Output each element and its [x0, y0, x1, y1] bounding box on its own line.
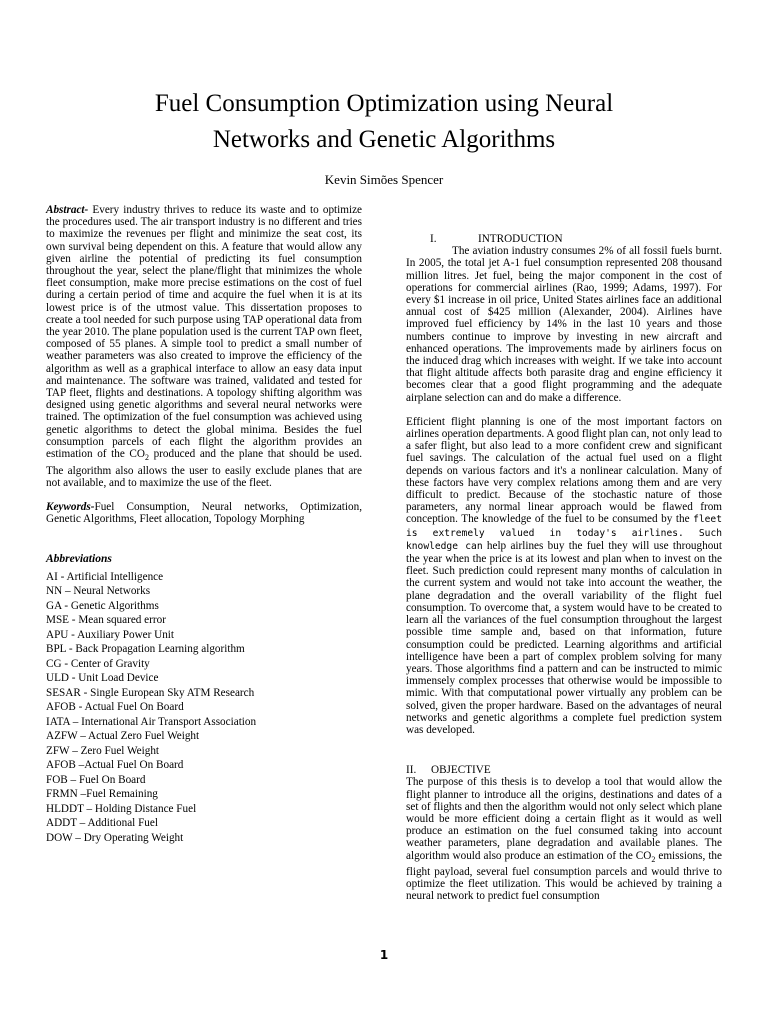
- abbreviations-heading: Abbreviations: [46, 553, 112, 566]
- abbreviation-item: APU - Auxiliary Power Unit: [46, 628, 175, 641]
- abbreviation-item: ULD - Unit Load Device: [46, 672, 159, 685]
- section-title: INTRODUCTION: [478, 233, 563, 245]
- abbreviation-item: DOW – Dry Operating Weight: [46, 831, 184, 844]
- abbreviation-item: ZFW – Zero Fuel Weight: [46, 744, 160, 757]
- objective-text-part-2: emissions, the flight payload, several fuel consumption parcels and would thrive to optimize the fleet utilization. This would be achieved by training a neural network to predict fuel consumption: [406, 849, 722, 903]
- intro-text-part-2: help airlines buy the fuel they will use throughout the year when the price is at its lowest and plan when to invest on the fleet. Such prediction could represent many months of calculation in the current system and would not take into account the weather, the plane degradation and the overall variability of the flight fuel consumption. To overcome that, a system would have to be created to learn all the variances of the fuel consumption throughout the largest possible time sample and, based on that information, future consumption could be predicted. Learning algorithms and artificial intelligence have been a part of complex problem solving for many years. Those algorithms find a pattern and can be instructed to mimic immensely complex processes that otherwise would be impossible to mimic. With that computational power virtually any problem can be solved, given the proper hardware. Based on the advantages of neural networks and genetic algorithms a complete fuel prediction system was developed.: [406, 539, 722, 736]
- section-title: OBJECTIVE: [431, 764, 491, 777]
- paper-title: [60, 86, 708, 158]
- abbreviation-item: SESAR - Single European Sky ATM Research: [46, 686, 255, 699]
- title-line-1: Fuel Consumption Optimization using Neural: [154, 90, 614, 117]
- abbreviation-item: AZFW – Actual Zero Fuel Weight: [46, 730, 200, 743]
- intro-text-part-1: Efficient flight planning is one of the most important factors on airlines operation departments. A good flight plan can, not only lead to a safer flight, but also lead to a more confident crew and significant fuel savings. The calculation of the actual fuel used on a flight depends on various factors and it's a nonlinear calculation. Many of these factors have very complex relations among them and are very difficult to predict. Because of the stochastic nature of those parameters, any normal linear approach would be flawed from conception. The knowledge of the fuel to be consumed by the: [406, 415, 722, 526]
- abbreviation-item: MSE - Mean squared error: [46, 614, 166, 627]
- abstract-text-part-2: produced and the plane that should be used. The algorithm also allows the user to easily exclude planes that are not available, and to maximize the use of the fleet.: [46, 448, 362, 489]
- spacer: [46, 525, 362, 553]
- abbreviations-list: [46, 570, 362, 846]
- abbreviation-item: AFOB - Actual Fuel On Board: [46, 701, 184, 714]
- spacer: [46, 489, 362, 501]
- keywords-label: Keywords-: [46, 500, 95, 513]
- introduction-paragraph-2: [406, 416, 722, 736]
- spacer: [406, 736, 722, 764]
- left-column: [46, 204, 362, 845]
- abbreviation-item: BPL - Back Propagation Learning algorithm: [46, 643, 245, 656]
- abbreviation-item: AFOB –Actual Fuel On Board: [46, 759, 184, 772]
- abbreviation-item: FOB – Fuel On Board: [46, 773, 146, 786]
- abbreviation-item: FRMN –Fuel Remaining: [46, 788, 158, 801]
- title-line-2: Networks and Genetic Algorithms: [212, 126, 556, 153]
- abstract-label: Abstract-: [46, 204, 89, 216]
- abbreviation-item: NN – Neural Networks: [46, 585, 151, 598]
- page-number: 1: [379, 948, 389, 962]
- section-heading-introduction: [430, 233, 722, 245]
- author-name: Kevin Simões Spencer: [324, 172, 444, 187]
- abbreviation-item: ADDT – Additional Fuel: [46, 817, 158, 830]
- introduction-paragraph-1: The aviation industry consumes 2% of all fossil fuels burnt. In 2005, the total jet A-1 fuel consumption represented 208 thousand million litres. Jet fuel, being the major component in the cost of operations for commercial airlines (Rao, 1999; Adams, 1997). For every $1 increase in oil price, United States airlines face an additional annual cost of $425 million (Alexander, 2004). Airlines have improved fuel efficiency by 14% in the last 10 years and those numbers continue to improve by investing in new aircraft and enhanced operations. The improvements made by airliners focus on the induced drag which increases with weight. If we take into account that flight altitude affects both parasite drag and engine efficiency it becomes clear that a good flight programming and the adequate airplane selection can and do make a difference.: [406, 245, 722, 404]
- keywords-text: Fuel Consumption, Neural networks, Optimization, Genetic Algorithms, Fleet allocation, Topology Morphing: [46, 500, 362, 526]
- spacer: [406, 404, 722, 416]
- abbreviation-item: AI - Artificial Intelligence: [46, 570, 164, 583]
- keywords-paragraph: [46, 501, 362, 525]
- abbreviation-item: GA - Genetic Algorithms: [46, 599, 159, 612]
- right-column: [406, 233, 722, 903]
- abstract-text-part-1: Every industry thrives to reduce its waste and to optimize the procedures used. The air transport industry is no different and tries to maximize the revenues per flight and minimize the seat cost, its own survival being dependent on this. A feature that would allow any given airline the potential of predicting its fuel consumption throughout the year, select the plane/flight that minimizes the whole fleet consumption, make more precise estimations on the cost of fuel during a certain period of time and acquire the fuel when it is at its lowest price is of the utmost value. This dissertation proposes to create a tool needed for such purpose using TAP operational data from the year 2010. The plane population used is the current TAP own fleet, composed of 55 planes. A simple tool to predict a small number of weather parameters was also created to improve the efficiency of the algorithm as well as a graphical interface to allow an easy data input and maintenance. The software was trained, validated and tested for TAP fleet, flights and destinations. A topology shifting algorithm was designed using genetic algorithms and several neural networks were trained. The optimization of the fuel consumption was achieved using genetic algorithms to detect the global minima. Besides the fuel consumption parcels of each flight the algorithm provides an estimation of the CO: [46, 204, 362, 461]
- abbreviation-item: IATA – International Air Transport Association: [46, 715, 257, 728]
- objective-paragraph: [406, 776, 722, 902]
- abstract-paragraph: [46, 204, 362, 489]
- abbreviation-item: CG - Center of Gravity: [46, 657, 150, 670]
- section-heading-objective: [406, 764, 722, 776]
- objective-text-part-1: The purpose of this thesis is to develop a tool that would allow the flight planner to introduce all the origins, destinations and dates of a set of flights and then the algorithm would not only select which plane would be more efficient doing a certain flight as it would as well produce an estimation on the fuel consumed taking into account weather parameters, plane degradation and available planes. The algorithm would also produce an estimation of the CO: [406, 776, 722, 862]
- section-number: II.: [406, 764, 417, 777]
- objective-subscript: 2: [651, 854, 656, 864]
- intro-text-mono: fleet is extremely valued in today's airlines. Such knowledge can: [406, 514, 722, 552]
- abstract-subscript: 2: [144, 453, 149, 463]
- abbreviation-item: HLDDT – Holding Distance Fuel: [46, 802, 197, 815]
- section-number: I.: [430, 233, 437, 245]
